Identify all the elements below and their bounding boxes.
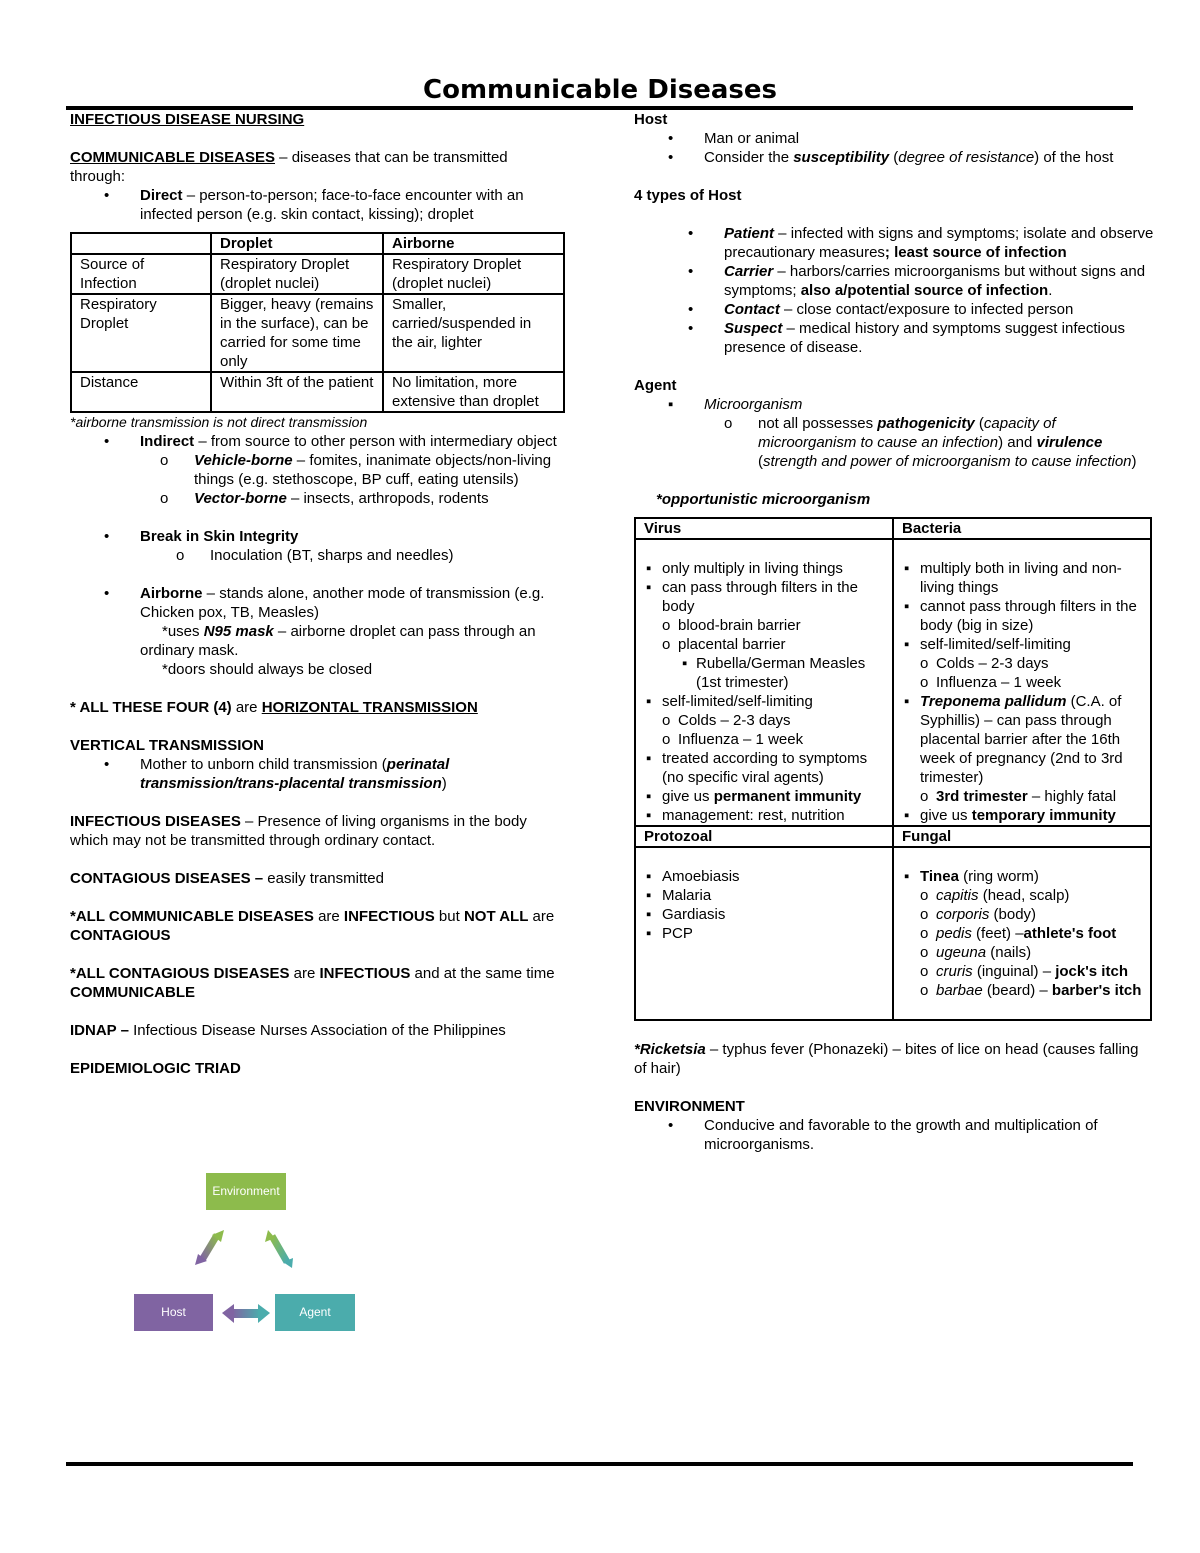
list-item-break: • Break in Skin Integrity <box>104 528 299 545</box>
page-title: Communicable Diseases <box>423 75 777 105</box>
environment-agent-arrow <box>265 1230 293 1268</box>
table-header: Virus <box>635 518 893 539</box>
list-item-airborne: • Airborne – stands alone, another mode of transmission (e.g. Chicken pox, TB, Measles) <box>104 585 545 621</box>
microorganism-table <box>634 517 1152 1021</box>
agent-item: ▪ Microorganism <box>668 396 803 413</box>
contagious-definition: CONTAGIOUS DISEASES – easily transmitted <box>70 870 384 887</box>
agent-box: Agent <box>275 1294 355 1331</box>
type-contact: • Contact – close contact/exposure to infected person <box>688 301 1074 318</box>
triad-arrows <box>132 1170 362 1335</box>
table-header: Fungal <box>893 826 1151 847</box>
section-heading: INFECTIOUS DISEASE NURSING <box>70 111 305 128</box>
list-item-mother: • Mother to unborn child transmission (perinatal transmission/trans-placental transmission) <box>104 756 450 792</box>
type-suspect: • Suspect – medical history and symptoms suggest infectious presence of disease. <box>688 320 1126 356</box>
droplet-airborne-table <box>70 232 565 413</box>
epidemiologic-triad-diagram <box>132 1170 362 1335</box>
host-agent-arrow <box>222 1304 270 1323</box>
host-item: • Consider the susceptibility (degree of resistance) of the host <box>668 149 1114 166</box>
n95-note: *uses N95 mask – airborne droplet can pass through an ordinary mask. <box>140 623 536 659</box>
table-header: Bacteria <box>893 518 1151 539</box>
list-item-inoculation: o Inoculation (BT, sharps and needles) <box>176 547 454 564</box>
environment-box: Environment <box>206 1173 286 1210</box>
doors-note: *doors should always be closed <box>162 661 373 678</box>
idnap-definition: IDNAP – Infectious Disease Nurses Association of the Philippines <box>70 1022 506 1039</box>
host-heading: Host <box>634 111 668 128</box>
types-heading: 4 types of Host <box>634 187 742 204</box>
table-row: ▪ Amoebiasis ▪ Malaria ▪ Gardiasis ▪ PCP ▪ Tinea (ring worm) o capitis (head, scalp) o corporis (body) o pedis (feet) –athlete's foot o ugeuna (nails) o cruris (inguinal) – jock's itch o barbae (beard) – barber's itch <box>635 847 1151 1020</box>
vertical-heading: VERTICAL TRANSMISSION <box>70 737 264 754</box>
agent-subitem: o not all possesses pathogenicity (capacity of microorganism to cause an infection) and virulence (strength and power of microorganism to cause infection) <box>724 415 1137 470</box>
table-row: ▪ only multiply in living things ▪ can pass through filters in the body o blood-brain barrier o placental barrier ▪ Rubella/German Measles (1st trimester) ▪ self-limited/self-limiting o Colds – 2-3 days o Influenza – 1 week ▪ treated according to symptoms (no specific viral agents) ▪ give us permanent immunity ▪ management: rest, nutrition ▪ multiply both in living and non-living things ▪ cannot pass through filters in the body (big in size) ▪ self-limited/self-limiting o Colds – 2-3 days o Influenza – 1 week ▪ Treponema pallidum (C.A. of Syphillis) – can pass through placental barrier after the 16th week of pregnancy (2nd to 3rd trimester) o 3rd trimester – highly fatal ▪ give us temporary immunity <box>635 539 1151 826</box>
triad-heading: EPIDEMIOLOGIC TRIAD <box>70 1060 241 1077</box>
infectious-definition: INFECTIOUS DISEASES – Presence of living organisms in the body which may not be transmitted through ordinary contact. <box>70 813 527 849</box>
agent-heading: Agent <box>634 377 677 394</box>
table-note: *airborne transmission is not direct transmission <box>70 414 368 430</box>
list-item-direct: • Direct – person-to-person; face-to-face encounter with an infected person (e.g. skin contact, kissing); droplet <box>104 187 524 223</box>
environment-heading: ENVIRONMENT <box>634 1098 745 1115</box>
table-row: Respiratory Droplet Bigger, heavy (remains in the surface), can be carried for some time only Smaller, carried/suspended in the air, lighter <box>71 294 564 372</box>
bottom-rule <box>66 1462 1133 1466</box>
list-item-vector: o Vector-borne – insects, arthropods, rodents <box>160 490 489 507</box>
table-header: Droplet <box>211 233 383 254</box>
opportunistic-note: *opportunistic microorganism <box>656 491 871 508</box>
right-column <box>634 110 1154 1154</box>
table-header: Protozoal <box>635 826 893 847</box>
environment-item: • Conducive and favorable to the growth and multiplication of microorganisms. <box>668 1117 1098 1153</box>
contagious-note: *ALL CONTAGIOUS DISEASES are INFECTIOUS and at the same time COMMUNICABLE <box>70 965 555 1001</box>
horizontal-note: * ALL THESE FOUR (4) are HORIZONTAL TRANSMISSION <box>70 699 478 716</box>
list-item-indirect: • Indirect – from source to other person with intermediary object <box>104 433 557 450</box>
host-item: • Man or animal <box>668 130 800 147</box>
table-row <box>635 518 1151 539</box>
type-patient: • Patient – infected with signs and symptoms; isolate and observe precautionary measures; least source of infection <box>688 225 1154 261</box>
ricketsia-note: *Ricketsia – typhus fever (Phonazeki) – bites of lice on head (causes falling of hair) <box>634 1041 1139 1077</box>
host-environment-arrow <box>195 1230 224 1265</box>
table-row: Source of Infection Respiratory Droplet (droplet nuclei) Respiratory Droplet (droplet nuclei) <box>71 254 564 294</box>
table-row <box>635 826 1151 847</box>
list-item-vehicle: o Vehicle-borne – fomites, inanimate objects/non-living things (e.g. stethoscope, BP cuff, eating utensils) <box>160 452 552 488</box>
table-row: Distance Within 3ft of the patient No limitation, more extensive than droplet <box>71 372 564 412</box>
communicable-note: *ALL COMMUNICABLE DISEASES are INFECTIOUS but NOT ALL are CONTAGIOUS <box>70 908 555 944</box>
host-box: Host <box>134 1294 213 1331</box>
communicable-definition: COMMUNICABLE DISEASES – diseases that can be transmitted through: <box>70 149 508 185</box>
table-header: Airborne <box>383 233 564 254</box>
type-carrier: • Carrier – harbors/carries microorganisms but without signs and symptoms; also a/potential source of infection. <box>688 263 1146 299</box>
left-column <box>70 110 560 1078</box>
